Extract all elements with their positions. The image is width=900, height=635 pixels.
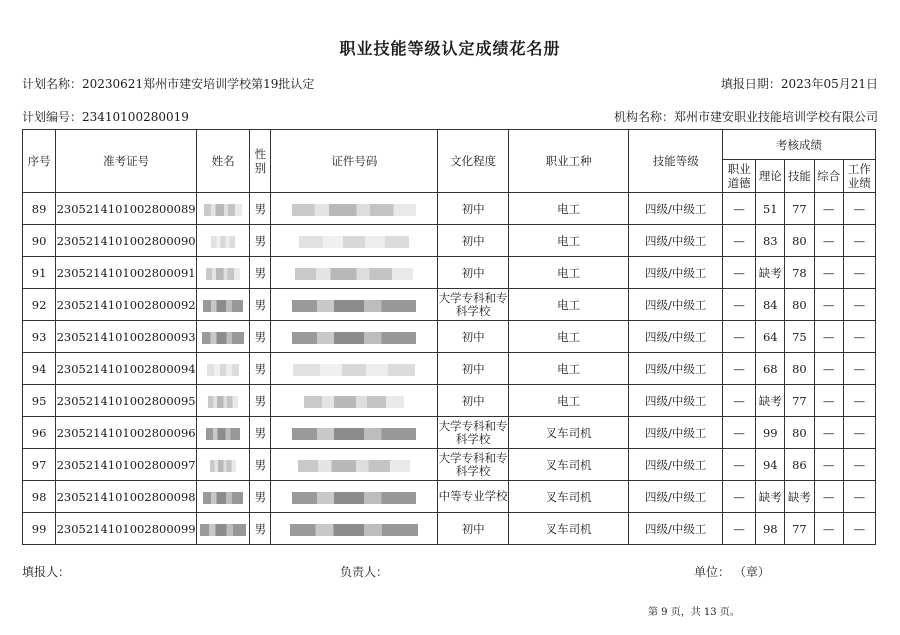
cell-exam-number: 2305214101002800092 — [56, 289, 197, 321]
cell-theory: 缺考 — [756, 257, 785, 289]
redacted-id-number — [293, 364, 415, 376]
cell-work-performance: — — [843, 257, 875, 289]
cell-exam-number: 2305214101002800090 — [56, 225, 197, 257]
cell-skill-level: 四级/中级工 — [629, 417, 723, 449]
cell-occupation: 叉车司机 — [508, 481, 629, 513]
cell-theory: 缺考 — [756, 481, 785, 513]
cell-exam-number: 2305214101002800095 — [56, 385, 197, 417]
table-row — [23, 225, 876, 257]
cell-ethics: — — [723, 449, 756, 481]
cell-skill: 80 — [785, 289, 814, 321]
table-row — [23, 481, 876, 513]
cell-occupation: 叉车司机 — [508, 449, 629, 481]
redacted-name — [206, 428, 240, 440]
cell-skill-level: 四级/中级工 — [629, 513, 723, 545]
cell-comprehensive: — — [814, 417, 843, 449]
redacted-name — [211, 236, 235, 248]
cell-skill-level: 四级/中级工 — [629, 353, 723, 385]
cell-theory: 94 — [756, 449, 785, 481]
cell-seq: 97 — [23, 449, 56, 481]
header-theory: 理论 — [756, 160, 785, 193]
redacted-id-number — [299, 236, 409, 248]
cell-occupation: 电工 — [508, 257, 629, 289]
cell-seq: 96 — [23, 417, 56, 449]
cell-name — [197, 225, 250, 257]
redacted-name — [204, 204, 242, 216]
cell-comprehensive: — — [814, 385, 843, 417]
redacted-name — [207, 364, 239, 376]
cell-id-number — [271, 417, 438, 449]
cell-id-number — [271, 289, 438, 321]
cell-education: 大学专科和专科学校 — [438, 449, 508, 481]
fill-date: 填报日期：2023年05月21日 — [720, 77, 878, 91]
cell-skill: 80 — [785, 225, 814, 257]
table-row — [23, 385, 876, 417]
cell-skill: 80 — [785, 353, 814, 385]
table-row — [23, 513, 876, 545]
cell-education: 初中 — [438, 385, 508, 417]
redacted-id-number — [292, 428, 416, 440]
redacted-id-number — [298, 460, 410, 472]
cell-work-performance: — — [843, 449, 875, 481]
cell-name — [197, 289, 250, 321]
cell-exam-number: 2305214101002800099 — [56, 513, 197, 545]
cell-work-performance: — — [843, 513, 875, 545]
cell-exam-number: 2305214101002800091 — [56, 257, 197, 289]
cell-comprehensive: — — [814, 513, 843, 545]
score-roster-table — [22, 129, 876, 545]
cell-id-number — [271, 193, 438, 225]
redacted-name — [200, 524, 246, 536]
redacted-name — [210, 460, 236, 472]
cell-skill-level: 四级/中级工 — [629, 193, 723, 225]
table-row — [23, 289, 876, 321]
cell-comprehensive: — — [814, 353, 843, 385]
cell-seq: 93 — [23, 321, 56, 353]
cell-ethics: — — [723, 513, 756, 545]
cell-ethics: — — [723, 417, 756, 449]
cell-ethics: — — [723, 353, 756, 385]
cell-name — [197, 481, 250, 513]
cell-exam-number: 2305214101002800093 — [56, 321, 197, 353]
cell-work-performance: — — [843, 321, 875, 353]
table-row — [23, 417, 876, 449]
cell-seq: 99 — [23, 513, 56, 545]
cell-comprehensive: — — [814, 289, 843, 321]
redacted-name — [202, 332, 244, 344]
cell-skill: 77 — [785, 385, 814, 417]
cell-seq: 94 — [23, 353, 56, 385]
roster-title: 职业技能等级认定成绩花名册 — [339, 39, 561, 58]
cell-occupation: 电工 — [508, 193, 629, 225]
cell-name — [197, 353, 250, 385]
cell-gender: 男 — [250, 193, 271, 225]
cell-skill: 77 — [785, 193, 814, 225]
redacted-name — [203, 492, 243, 504]
cell-name — [197, 257, 250, 289]
header-name: 姓名 — [197, 130, 250, 193]
header-seq: 序号 — [23, 130, 56, 193]
cell-id-number — [271, 385, 438, 417]
cell-gender: 男 — [250, 513, 271, 545]
table-row — [23, 321, 876, 353]
cell-gender: 男 — [250, 449, 271, 481]
cell-name — [197, 321, 250, 353]
cell-occupation: 电工 — [508, 225, 629, 257]
cell-skill-level: 四级/中级工 — [629, 289, 723, 321]
cell-work-performance: — — [843, 353, 875, 385]
cell-seq: 92 — [23, 289, 56, 321]
cell-education: 初中 — [438, 513, 508, 545]
cell-exam-number: 2305214101002800094 — [56, 353, 197, 385]
cell-skill: 80 — [785, 417, 814, 449]
cell-id-number — [271, 353, 438, 385]
page-indicator: 第 9 页，共 13 页。 — [648, 607, 740, 618]
cell-comprehensive: — — [814, 225, 843, 257]
cell-name — [197, 417, 250, 449]
organization-name: 机构名称：郑州市建安职业技能培训学校有限公司 — [613, 110, 878, 124]
cell-id-number — [271, 321, 438, 353]
cell-education: 初中 — [438, 257, 508, 289]
table-row — [23, 353, 876, 385]
header-exam-number: 准考证号 — [56, 130, 197, 193]
cell-exam-number: 230521410100280008​9 — [56, 193, 197, 225]
cell-theory: 84 — [756, 289, 785, 321]
cell-id-number — [271, 225, 438, 257]
cell-name — [197, 449, 250, 481]
plan-number: 计划编号：23410100280019 — [22, 110, 189, 124]
header-education: 文化程度 — [438, 130, 508, 193]
cell-skill-level: 四级/中级工 — [629, 225, 723, 257]
header-ethics: 职业道德 — [723, 160, 756, 193]
cell-name — [197, 513, 250, 545]
cell-comprehensive: — — [814, 481, 843, 513]
cell-occupation: 电工 — [508, 385, 629, 417]
cell-theory: 缺考 — [756, 385, 785, 417]
cell-theory: 68 — [756, 353, 785, 385]
cell-skill: 78 — [785, 257, 814, 289]
header-comprehensive: 综合 — [814, 160, 843, 193]
cell-gender: 男 — [250, 225, 271, 257]
cell-exam-number: 2305214101002800098 — [56, 481, 197, 513]
redacted-id-number — [292, 492, 416, 504]
cell-education: 大学专科和专科学校 — [438, 417, 508, 449]
cell-ethics: — — [723, 257, 756, 289]
cell-ethics: — — [723, 385, 756, 417]
header-occupation: 职业工种 — [508, 130, 629, 193]
cell-gender: 男 — [250, 353, 271, 385]
cell-ethics: — — [723, 193, 756, 225]
cell-comprehensive: — — [814, 193, 843, 225]
cell-id-number — [271, 449, 438, 481]
cell-gender: 男 — [250, 481, 271, 513]
cell-exam-number: 2305214101002800097 — [56, 449, 197, 481]
cell-comprehensive: — — [814, 257, 843, 289]
cell-work-performance: — — [843, 481, 875, 513]
filler-label: 填报人： — [22, 565, 71, 579]
cell-theory: 51 — [756, 193, 785, 225]
manager-label: 负责人： — [340, 565, 389, 579]
redacted-id-number — [292, 332, 416, 344]
cell-occupation: 叉车司机 — [508, 513, 629, 545]
header-work-performance: 工作业绩 — [843, 160, 875, 193]
cell-skill: 缺考 — [785, 481, 814, 513]
cell-skill-level: 四级/中级工 — [629, 385, 723, 417]
cell-comprehensive: — — [814, 449, 843, 481]
cell-occupation: 叉车司机 — [508, 417, 629, 449]
header-assessment-results: 考核成绩 — [723, 130, 876, 160]
redacted-id-number — [304, 396, 404, 408]
cell-gender: 男 — [250, 385, 271, 417]
plan-name: 计划名称：20230621郑州市建安培训学校第19批认定 — [22, 77, 315, 91]
cell-id-number — [271, 513, 438, 545]
cell-gender: 男 — [250, 321, 271, 353]
cell-work-performance: — — [843, 225, 875, 257]
cell-seq: 90 — [23, 225, 56, 257]
cell-skill: 77 — [785, 513, 814, 545]
cell-name — [197, 193, 250, 225]
cell-occupation: 电工 — [508, 289, 629, 321]
redacted-id-number — [295, 268, 413, 280]
table-row — [23, 257, 876, 289]
unit-seal-label: 单位： （章） — [694, 565, 770, 579]
cell-skill-level: 四级/中级工 — [629, 449, 723, 481]
cell-occupation: 电工 — [508, 353, 629, 385]
cell-skill: 75 — [785, 321, 814, 353]
cell-seq: 89 — [23, 193, 56, 225]
header-skill-level: 技能等级 — [629, 130, 723, 193]
table-row — [23, 449, 876, 481]
redacted-name — [208, 396, 238, 408]
header-id-number: 证件号码 — [271, 130, 438, 193]
cell-ethics: — — [723, 225, 756, 257]
cell-work-performance: — — [843, 417, 875, 449]
cell-seq: 98 — [23, 481, 56, 513]
cell-ethics: — — [723, 481, 756, 513]
cell-name — [197, 385, 250, 417]
redacted-name — [203, 300, 243, 312]
cell-work-performance: — — [843, 289, 875, 321]
cell-education: 初中 — [438, 321, 508, 353]
cell-comprehensive: — — [814, 321, 843, 353]
cell-skill-level: 四级/中级工 — [629, 257, 723, 289]
cell-exam-number: 2305214101002800096 — [56, 417, 197, 449]
cell-id-number — [271, 481, 438, 513]
redacted-name — [206, 268, 240, 280]
header-skill: 技能 — [785, 160, 814, 193]
header-gender: 性别 — [250, 130, 271, 193]
cell-ethics: — — [723, 321, 756, 353]
cell-ethics: — — [723, 289, 756, 321]
table-row — [23, 193, 876, 225]
cell-theory: 99 — [756, 417, 785, 449]
cell-theory: 83 — [756, 225, 785, 257]
cell-work-performance: — — [843, 193, 875, 225]
cell-seq: 95 — [23, 385, 56, 417]
cell-gender: 男 — [250, 417, 271, 449]
cell-gender: 男 — [250, 289, 271, 321]
cell-skill-level: 四级/中级工 — [629, 321, 723, 353]
cell-education: 中等专业学校 — [438, 481, 508, 513]
redacted-id-number — [292, 204, 416, 216]
cell-skill: 86 — [785, 449, 814, 481]
cell-occupation: 电工 — [508, 321, 629, 353]
cell-theory: 64 — [756, 321, 785, 353]
cell-education: 初中 — [438, 193, 508, 225]
cell-gender: 男 — [250, 257, 271, 289]
cell-theory: 98 — [756, 513, 785, 545]
cell-skill-level: 四级/中级工 — [629, 481, 723, 513]
cell-work-performance: — — [843, 385, 875, 417]
cell-id-number — [271, 257, 438, 289]
cell-education: 初中 — [438, 225, 508, 257]
cell-education: 大学专科和专科学校 — [438, 289, 508, 321]
roster-body — [23, 193, 876, 545]
redacted-id-number — [292, 300, 416, 312]
cell-education: 初中 — [438, 353, 508, 385]
redacted-id-number — [290, 524, 418, 536]
cell-seq: 91 — [23, 257, 56, 289]
